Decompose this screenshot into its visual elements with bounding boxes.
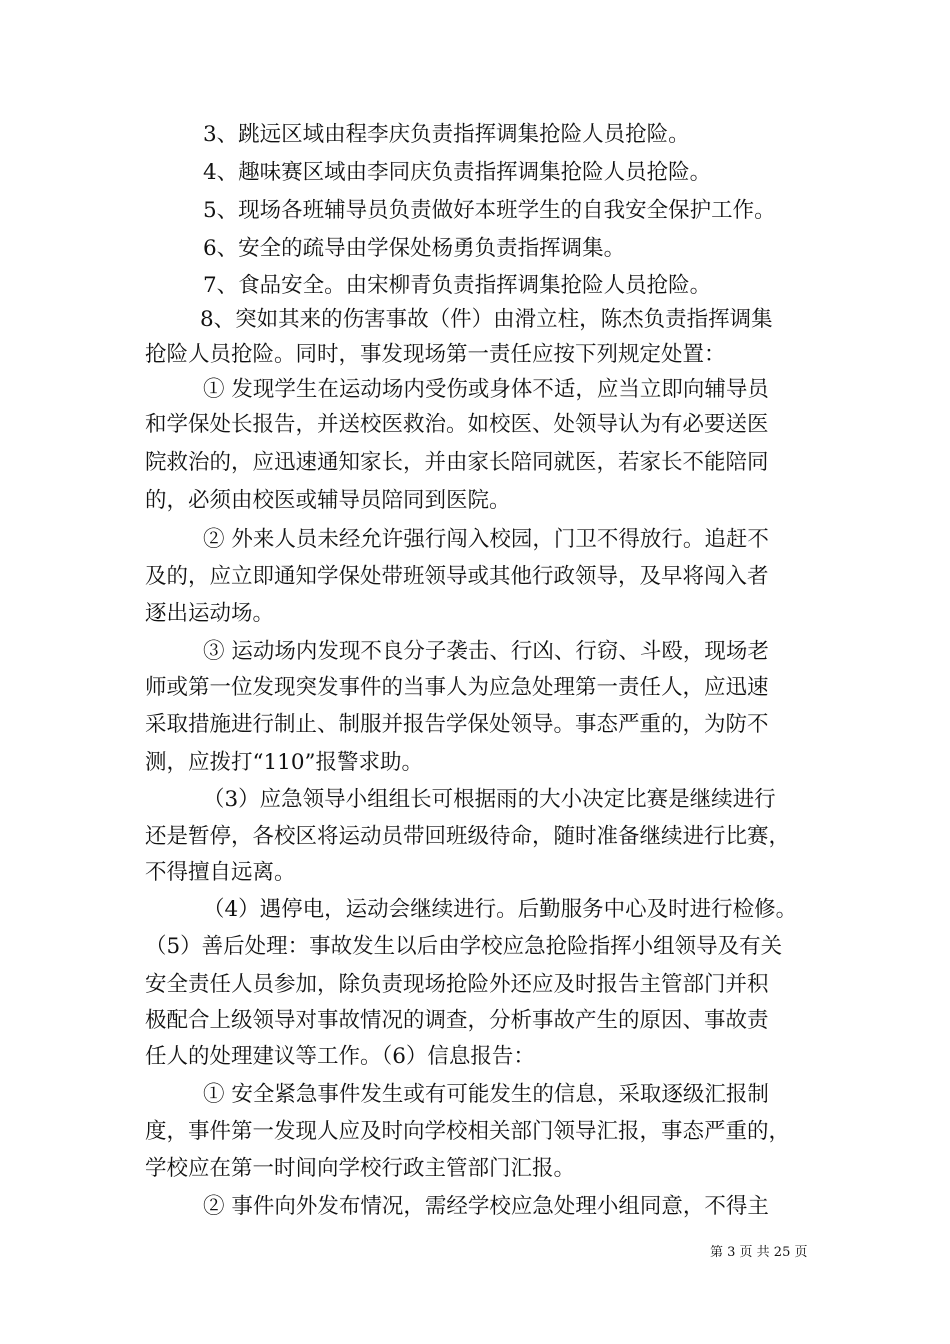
text-line: （5）善后处理：事故发生以后由学校应急抢险指挥小组领导及有关 [145, 934, 783, 959]
text-line: ③ 运动场内发现不良分子袭击、行凶、行窃、斗殴，现场老 [203, 639, 769, 664]
text-line: 的，必须由校医或辅导员陪同到医院。 [145, 488, 511, 513]
text-line: 及的，应立即通知学保处带班领导或其他行政领导，及早将闯入者 [145, 564, 769, 589]
text-line: 3、跳远区域由程李庆负责指挥调集抢险人员抢险。 [203, 122, 690, 147]
text-line: 任人的处理建议等工作。（6）信息报告： [145, 1044, 535, 1069]
text-line: 不得擅自远离。 [145, 860, 296, 885]
text-line: 8、突如其来的伤害事故（件）由滑立柱，陈杰负责指挥调集 [200, 307, 773, 332]
text-line: 度，事件第一发现人应及时向学校相关部门领导汇报，事态严重的， [145, 1119, 791, 1144]
text-line: 学校应在第一时间向学校行政主管部门汇报。 [145, 1156, 576, 1181]
text-line: ① 发现学生在运动场内受伤或身体不适，应当立即向辅导员 [203, 377, 769, 402]
text-line: 抢险人员抢险。同时，事发现场第一责任应按下列规定处置： [145, 342, 726, 367]
text-line: 和学保处长报告，并送校医救治。如校医、处领导认为有必要送医 [145, 412, 769, 437]
text-line: ② 事件向外发布情况，需经学校应急处理小组同意，不得主 [203, 1194, 769, 1219]
text-line: 院救治的，应迅速通知家长，并由家长陪同就医，若家长不能陪同 [145, 450, 769, 475]
text-line: （3）应急领导小组组长可根据雨的大小决定比赛是继续进行 [203, 787, 776, 812]
text-line: 师或第一位发现突发事件的当事人为应急处理第一责任人，应迅速 [145, 675, 769, 700]
text-line: 7、食品安全。由宋柳青负责指挥调集抢险人员抢险。 [203, 273, 712, 298]
text-line: （4）遇停电，运动会继续进行。后勤服务中心及时进行检修。 [203, 897, 798, 922]
text-line: 逐出运动场。 [145, 601, 275, 626]
page-number: 第 3 页 共 25 页 [710, 1245, 808, 1260]
text-line: 5、现场各班辅导员负责做好本班学生的自我安全保护工作。 [203, 198, 776, 223]
text-line: 还是暂停，各校区将运动员带回班级待命，随时准备继续进行比赛， [145, 824, 791, 849]
text-line: 4、趣味赛区域由李同庆负责指挥调集抢险人员抢险。 [203, 160, 712, 185]
text-line: 安全责任人员参加，除负责现场抢险外还应及时报告主管部门并积 [145, 972, 769, 997]
text-line: 采取措施进行制止、制服并报告学保处领导。事态严重的，为防不 [145, 712, 769, 737]
text-line: 极配合上级领导对事故情况的调查，分析事故产生的原因、事故责 [145, 1008, 769, 1033]
text-line: ① 安全紧急事件发生或有可能发生的信息，采取逐级汇报制 [203, 1082, 769, 1107]
text-line: 6、安全的疏导由学保处杨勇负责指挥调集。 [203, 236, 626, 261]
text-line: ② 外来人员未经允许强行闯入校园，门卫不得放行。追赶不 [203, 527, 769, 552]
text-line: 测，应拨打“110”报警求助。 [145, 750, 424, 775]
